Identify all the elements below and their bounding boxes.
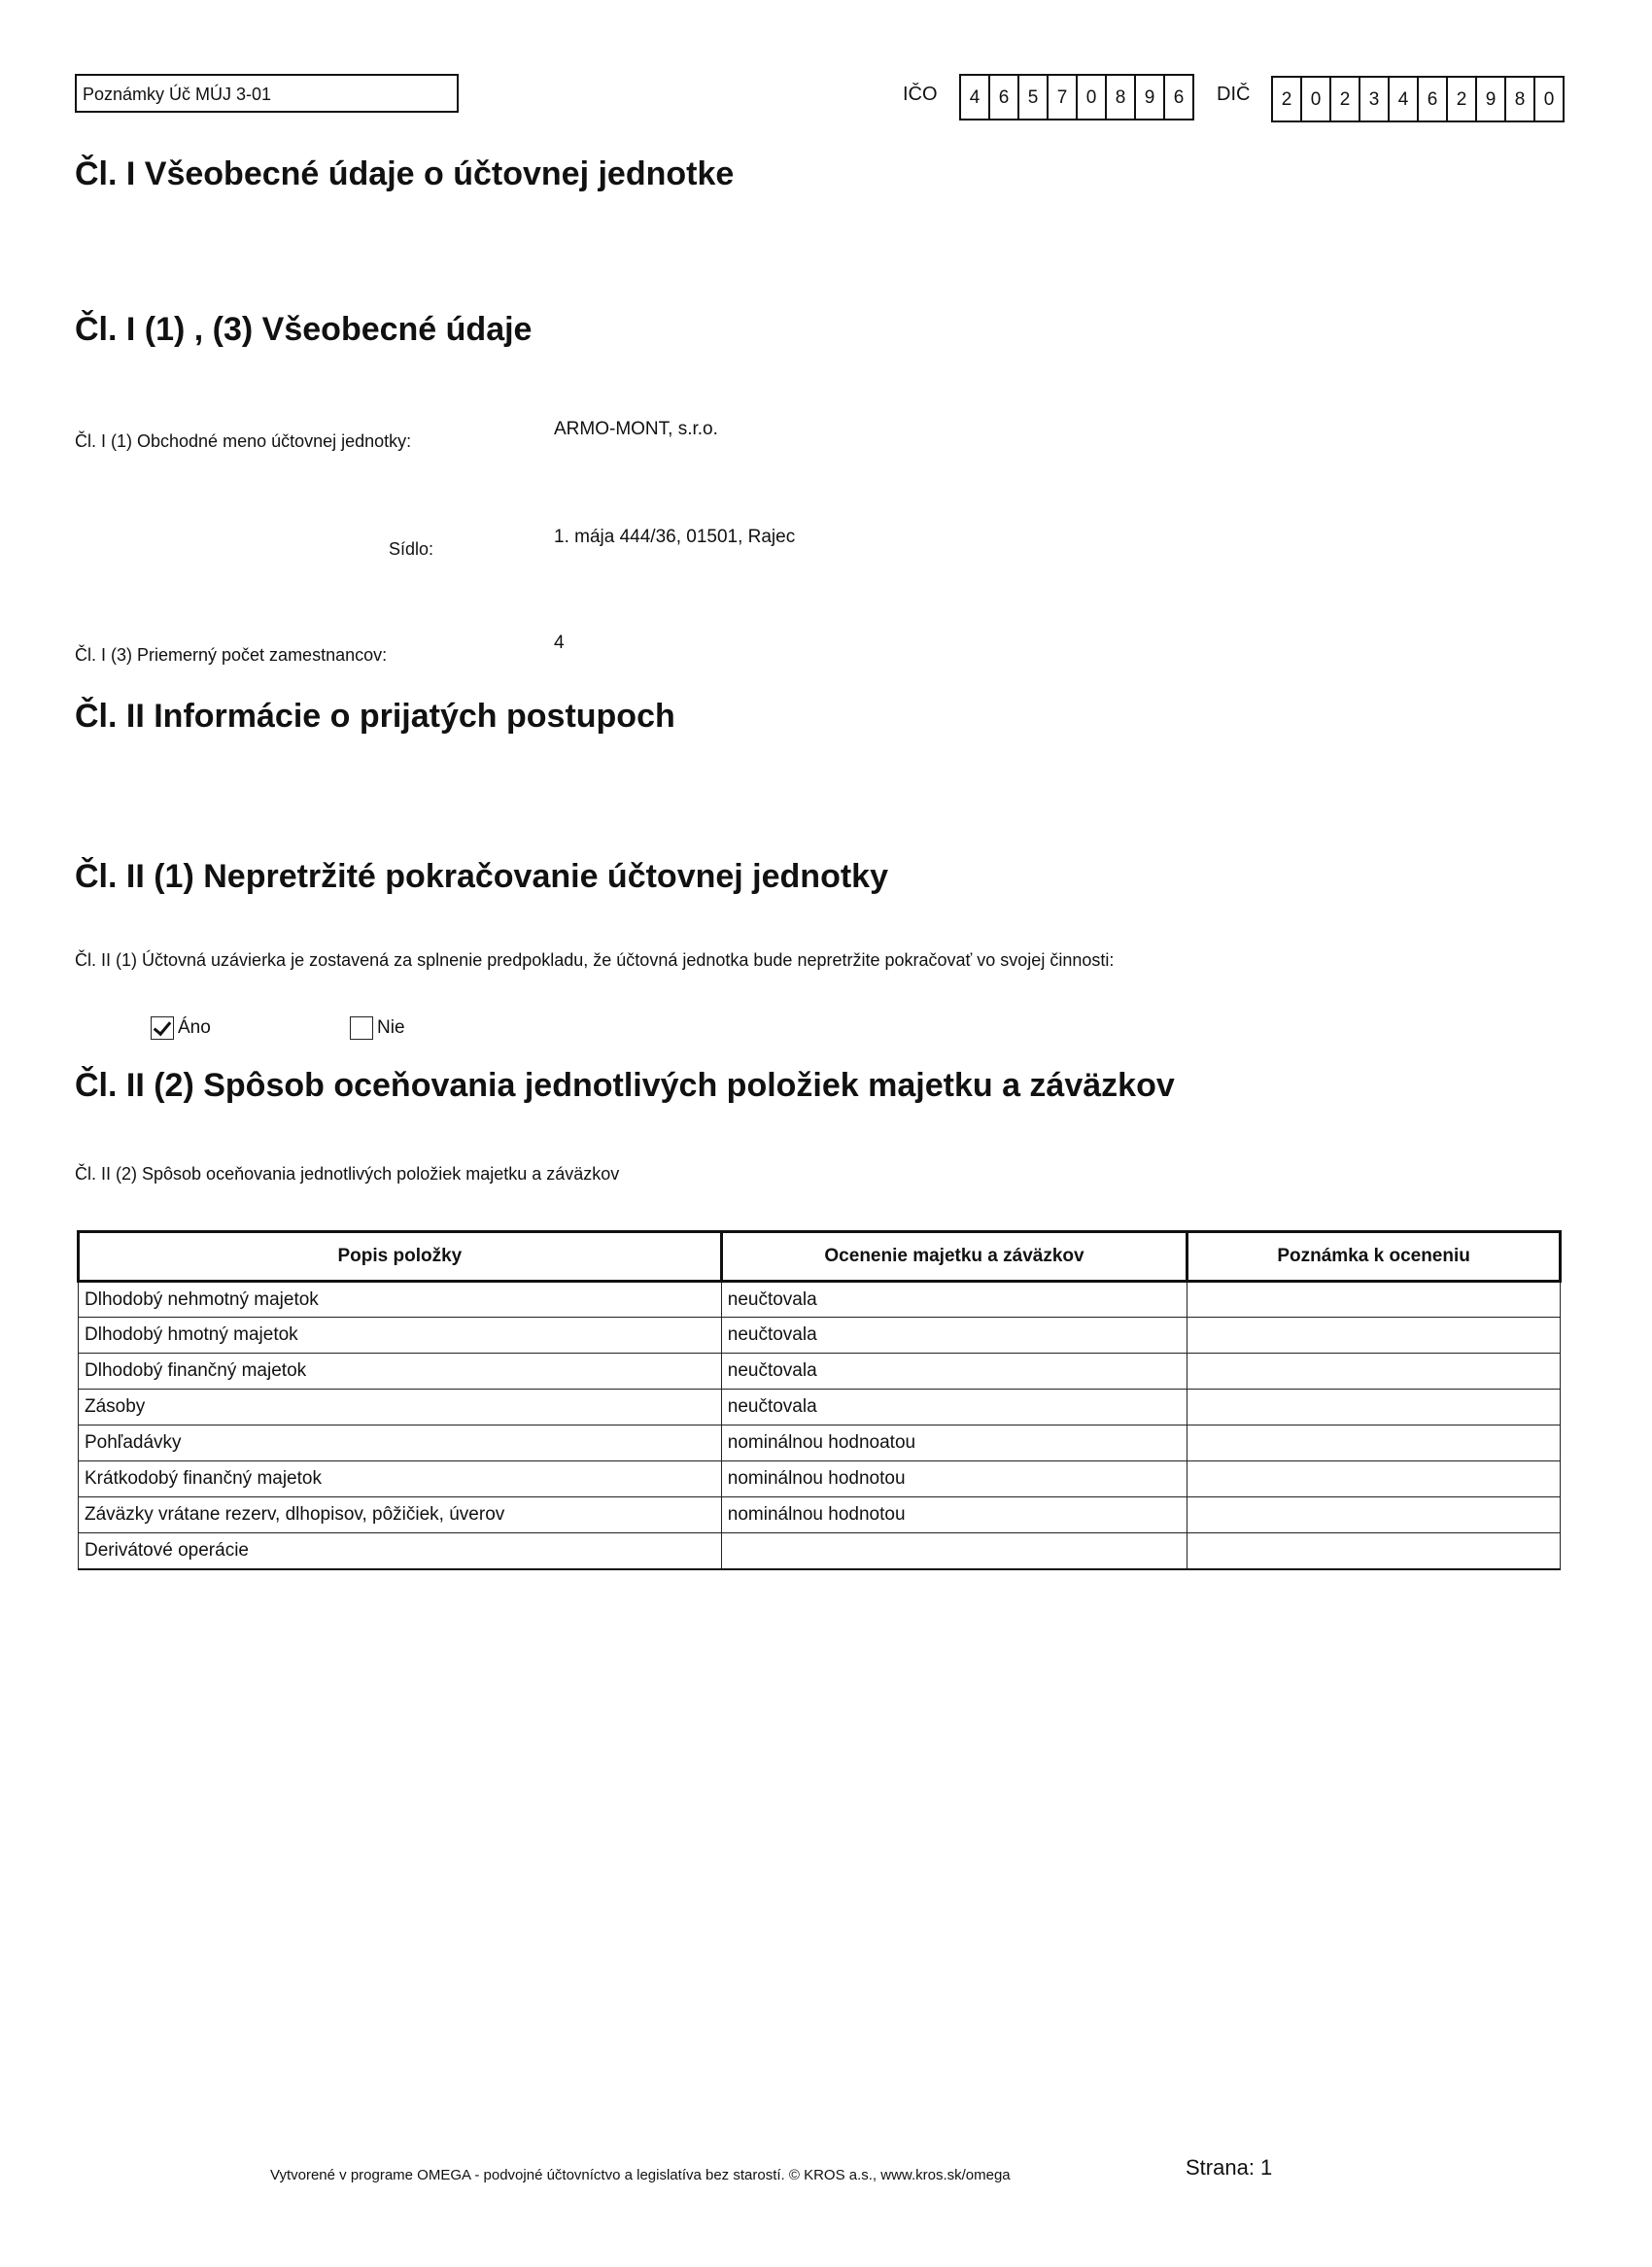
dic-digit: 2 xyxy=(1448,78,1477,120)
table-row xyxy=(79,1425,1561,1461)
form-code: Poznámky Úč MÚJ 3-01 xyxy=(83,85,272,104)
checkbox-checked-icon[interactable] xyxy=(151,1016,174,1040)
table-cell: nominálnou hodnotou xyxy=(721,1497,1187,1533)
dic-digit: 0 xyxy=(1302,78,1331,120)
option-no-label: Nie xyxy=(377,1017,405,1038)
table-cell: Dlhodobý finančný majetok xyxy=(79,1354,722,1390)
dic-digit: 8 xyxy=(1506,78,1535,120)
section-2-title: Čl. II Informácie o prijatých postupoch xyxy=(75,698,675,735)
seat-value: 1. mája 444/36, 01501, Rajec xyxy=(554,527,796,547)
table-row xyxy=(79,1282,1561,1318)
employees-label: Čl. I (3) Priemerný počet zamestnancov: xyxy=(75,645,388,665)
section-2-2-title: Čl. II (2) Spôsob oceňovania jednotlivých položiek majetku a záväzkov xyxy=(75,1067,1175,1104)
table-cell: Pohľadávky xyxy=(79,1425,722,1461)
table-row xyxy=(79,1533,1561,1569)
table-cell: Krátkodobý finančný majetok xyxy=(79,1461,722,1497)
table-cell xyxy=(1187,1354,1561,1390)
option-no[interactable] xyxy=(350,1016,405,1040)
table-row xyxy=(79,1497,1561,1533)
ico-digit: 9 xyxy=(1136,76,1165,119)
table-cell xyxy=(721,1533,1187,1569)
table-caption: Čl. II (2) Spôsob oceňovania jednotlivých položiek majetku a záväzkov xyxy=(75,1164,620,1184)
table-cell xyxy=(1187,1497,1561,1533)
ico-digit: 6 xyxy=(990,76,1019,119)
table-cell xyxy=(1187,1390,1561,1425)
section-1-title: Čl. I Všeobecné údaje o účtovnej jednotke xyxy=(75,155,735,192)
ico-digit: 8 xyxy=(1107,76,1136,119)
dic-digit: 2 xyxy=(1273,78,1302,120)
ico-digit: 7 xyxy=(1049,76,1078,119)
dic-digit-boxes xyxy=(1271,76,1565,122)
table-cell: neučtovala xyxy=(721,1354,1187,1390)
table-cell: Dlhodobý nehmotný majetok xyxy=(79,1282,722,1318)
table-cell: neučtovala xyxy=(721,1318,1187,1354)
table-header-row xyxy=(79,1232,1561,1282)
table-cell xyxy=(1187,1533,1561,1569)
table-row xyxy=(79,1354,1561,1390)
table-cell: Záväzky vrátane rezerv, dlhopisov, pôžičiek, úverov xyxy=(79,1497,722,1533)
dic-label: DIČ xyxy=(1217,84,1251,105)
ico-digit-boxes xyxy=(959,74,1194,120)
dic-digit: 6 xyxy=(1419,78,1448,120)
dic-digit: 2 xyxy=(1331,78,1360,120)
company-name-label: Čl. I (1) Obchodné meno účtovnej jednotky: xyxy=(75,431,412,451)
dic-digit: 3 xyxy=(1360,78,1390,120)
ico-label: IČO xyxy=(903,84,938,105)
section-2-1-title: Čl. II (1) Nepretržité pokračovanie účtovnej jednotky xyxy=(75,858,888,895)
ico-digit: 4 xyxy=(961,76,990,119)
table-cell xyxy=(1187,1318,1561,1354)
column-header: Poznámka k oceneniu xyxy=(1187,1232,1561,1282)
going-concern-question: Čl. II (1) Účtovná uzávierka je zostavená za splnenie predpokladu, že účtovná jednotka bude nepretržite pokračovať vo svojej činnosti: xyxy=(75,950,1115,970)
ico-digit: 5 xyxy=(1019,76,1049,119)
table-cell: Dlhodobý hmotný majetok xyxy=(79,1318,722,1354)
option-yes-label: Áno xyxy=(178,1017,211,1038)
table-cell: neučtovala xyxy=(721,1390,1187,1425)
dic-digit: 4 xyxy=(1390,78,1419,120)
page-number: Strana: 1 xyxy=(1186,2155,1273,2180)
seat-label: Sídlo: xyxy=(388,539,433,559)
table-cell: neučtovala xyxy=(721,1282,1187,1318)
table-row xyxy=(79,1390,1561,1425)
company-name-value: ARMO-MONT, s.r.o. xyxy=(554,419,718,439)
column-header: Popis položky xyxy=(79,1232,722,1282)
table-row xyxy=(79,1461,1561,1497)
ico-digit: 6 xyxy=(1165,76,1194,119)
employees-value: 4 xyxy=(554,633,565,653)
dic-digit: 0 xyxy=(1535,78,1565,120)
table-cell: Zásoby xyxy=(79,1390,722,1425)
table-row xyxy=(79,1318,1561,1354)
footer-credit: Vytvorené v programe OMEGA - podvojné účtovníctvo a legislatíva bez starostí. © KROS a.s., www.kros.sk/omega xyxy=(270,2167,1011,2183)
dic-digit: 9 xyxy=(1477,78,1506,120)
table-cell xyxy=(1187,1282,1561,1318)
column-header: Ocenenie majetku a záväzkov xyxy=(721,1232,1187,1282)
option-yes[interactable] xyxy=(151,1016,211,1040)
table-cell xyxy=(1187,1461,1561,1497)
table-cell: Derivátové operácie xyxy=(79,1533,722,1569)
table-cell xyxy=(1187,1425,1561,1461)
checkbox-empty-icon[interactable] xyxy=(350,1016,373,1040)
ico-digit: 0 xyxy=(1078,76,1107,119)
table-cell: nominálnou hodnotou xyxy=(721,1461,1187,1497)
section-1-subtitle: Čl. I (1) , (3) Všeobecné údaje xyxy=(75,311,533,348)
valuation-table xyxy=(77,1230,1562,1570)
form-code-box xyxy=(75,74,459,113)
table-cell: nominálnou hodnoatou xyxy=(721,1425,1187,1461)
